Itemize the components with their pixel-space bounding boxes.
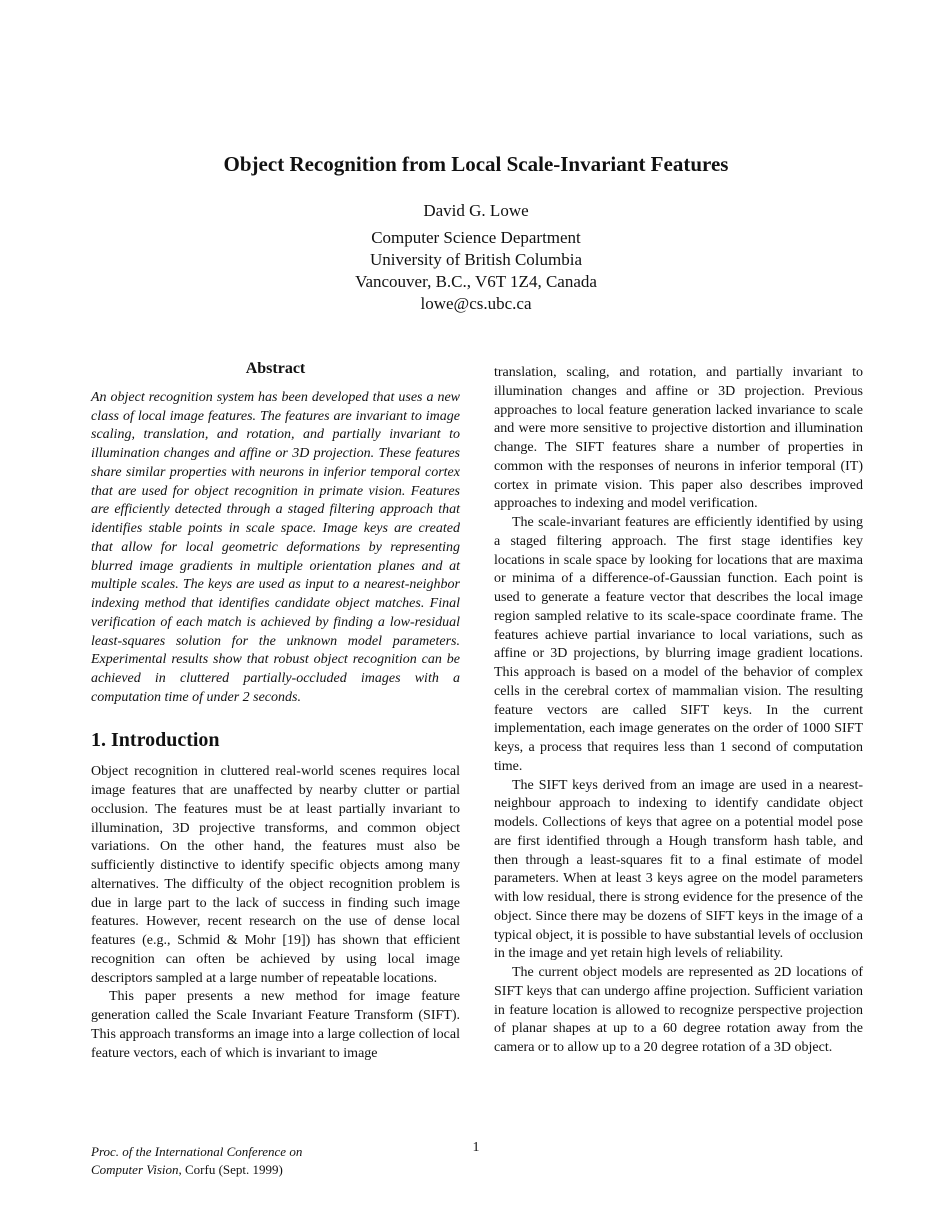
author-university: University of British Columbia [369,250,583,269]
right-column [494,364,863,1058]
right-paragraph-2: The scale-invariant features are efficiently identified by using a staged filtering approach. The first stage identifies key locations in scale space by looking for locations that are maxima or minima of a difference-of-Gaussian function. Each point is used to generate a feature vector that describes the local image region sampled relative to its scale-space coordinate frame. The features achieve partial invariance to local variations, such as affine or 3D projections, by blurring image gradient locations. This approach is based on a model of the behavior of complex cells in the cerebral cortex of mammalian vision. The resulting feature vectors are called SIFT keys. In the current implementation, each image generates on the order of 1000 SIFT keys, a process that requires less than 1 second of computation time. [494,515,863,774]
paper-title: Object Recognition from Local Scale-Invariant Features [223,152,729,176]
venue-name: Computer Vision, [91,1162,182,1177]
right-paragraph-4: The current object models are represented as 2D locations of SIFT keys that can undergo affine projection. Sufficient variation in feature location is allowed to recognize perspective projection of planar shapes at up to a 60 degree rotation away from the camera or to allow up to a 20 degree rotation of a 3D object. [494,965,863,1055]
intro-paragraph-1: Object recognition in cluttered real-world scenes requires local image features that are unaffected by nearby clutter or partial occlusion. The features must be at least partially invariant to illumination, 3D projective transforms, and common object variations. On the other hand, the features must also be sufficiently distinctive to identify specific objects among many alternatives. The difficulty of the object recognition problem is due in large part to the lack of success in finding such image features. However, recent research on the use of dense local features (e.g., Schmid & Mohr [19]) has shown that efficient recognition can often be achieved by using local image descriptors sampled at a large number of repeatable locations. [91,764,460,986]
venue-location: Corfu (Sept. 1999) [181,1162,283,1177]
venue-line-2 [91,1161,302,1179]
right-paragraph-1: translation, scaling, and rotation, and partially invariant to illumination changes and affine or 3D projection. Previous approaches to local feature generation lacked invariance to scale and were more sensitive to projective distortion and illumination change. The SIFT features share a number of properties in common with the responses of neurons in inferior temporal (IT) cortex in primate vision. This paper also describes improved approaches to indexing and model verification. [494,365,863,512]
author-address: Vancouver, B.C., V6T 1Z4, Canada [355,272,597,291]
right-paragraph-3: The SIFT keys derived from an image are used in a nearest-neighbour approach to indexing to identify candidate object models. Collections of keys that agree on a potential model pose are first identified through a Hough transform hash table, and then through a least-squares fit to a final estimate of model parameters. When at least 3 keys agree on the model parameters with low residual, there is strong evidence for the presence of the object. Since there may be dozens of SIFT keys in the image of a typical object, it is possible to have substantial levels of occlusion in the image and yet retain high levels of reliability. [494,777,863,962]
author-department: Computer Science Department [371,228,581,247]
abstract-heading: Abstract [245,360,306,377]
abstract-text: An object recognition system has been developed that uses a new class of local image features. The features are invariant to image scaling, translation, and rotation, and partially invariant to illumination changes and affine or 3D projection. These features share similar properties with neurons in inferior temporal cortex that are used for object recognition in primate vision. Features are efficiently detected through a staged filtering approach that identifies stable points in scale space. Image keys are created that allow for local geometric deformations by representing blurred image gradients in multiple orientation planes and at multiple scales. The keys are used as input to a nearest-neighbor indexing method that identifies candidate object matches. Final verification of each match is achieved by finding a low-residual least-squares solution for the unknown model parameters. Experimental results show that robust object recognition can be achieved in cluttered partially-occluded images with a computation time of under 2 seconds. [91,389,460,705]
author-email: lowe@cs.ubc.ca [420,294,532,313]
venue-line-1: Proc. of the International Conference on [91,1144,303,1159]
left-column [91,360,460,1063]
introduction-heading: 1. Introduction [91,728,220,751]
author-name: David G. Lowe [423,201,529,220]
page-number: 1 [472,1140,480,1155]
author-block [0,200,952,315]
intro-paragraph-2: This paper presents a new method for image feature generation called the Scale Invariant Feature Transform (SIFT). This approach transforms an image into a large collection of local feature vectors, each of which is invariant to image [91,989,460,1061]
